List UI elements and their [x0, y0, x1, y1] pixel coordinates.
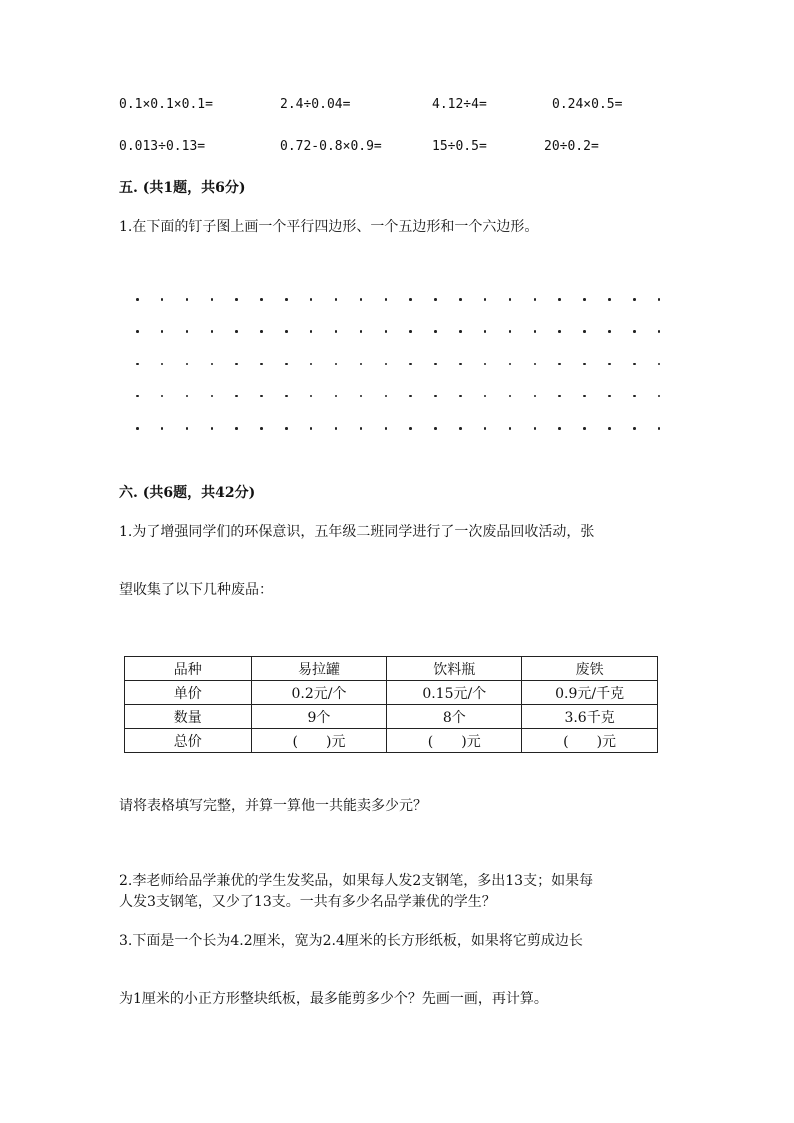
- nail-dot: [186, 298, 189, 301]
- nail-dot: [260, 427, 263, 430]
- nail-dot: [211, 363, 214, 366]
- nail-dot: [310, 395, 313, 398]
- nail-dot: [186, 330, 189, 333]
- section6-q2-line2: 人发3支钢笔，又少了13支。一共有多少名品学兼优的学生？: [119, 894, 496, 910]
- nail-dot: [509, 427, 512, 430]
- nail-dot: [136, 330, 139, 333]
- nail-dot: [335, 298, 338, 301]
- nail-dot: [509, 363, 512, 366]
- section6-q1-line1: 1.为了增强同学们的环保意识，五年级二班同学进行了一次废品回收活动，张: [119, 524, 595, 540]
- nail-dot: [285, 395, 288, 398]
- nail-dot: [534, 395, 537, 398]
- nail-dot: [136, 427, 139, 430]
- nail-dot: [161, 427, 164, 430]
- nail-dot: [136, 395, 139, 398]
- nail-dot: [285, 330, 288, 333]
- nail-dot: [360, 395, 363, 398]
- nail-dot: [310, 363, 313, 366]
- nail-dot: [558, 395, 561, 398]
- nail-dot: [434, 298, 437, 301]
- table-cell: ( )元: [251, 729, 387, 753]
- nail-dot: [534, 298, 537, 301]
- nail-dot: [335, 427, 338, 430]
- nail-dot: [335, 395, 338, 398]
- nail-dot: [211, 395, 214, 398]
- nail-dot: [409, 427, 412, 430]
- nail-dot: [235, 363, 238, 366]
- nail-dot: [534, 363, 537, 366]
- nail-dot: [409, 363, 412, 366]
- nail-dot: [658, 298, 661, 301]
- nail-dot: [633, 298, 636, 301]
- nail-dot: [484, 330, 487, 333]
- nail-dot: [360, 427, 363, 430]
- nail-dot: [558, 427, 561, 430]
- nail-dot: [360, 298, 363, 301]
- nail-dot: [658, 395, 661, 398]
- nail-dot: [633, 330, 636, 333]
- table-row: [125, 657, 658, 681]
- nail-dot: [136, 298, 139, 301]
- nail-dot: [484, 298, 487, 301]
- nail-dot: [434, 395, 437, 398]
- nail-dot: [260, 330, 263, 333]
- nail-dot: [434, 330, 437, 333]
- nail-dot: [260, 395, 263, 398]
- nail-dot: [186, 427, 189, 430]
- table-cell: 饮料瓶: [387, 657, 522, 681]
- nail-dot: [534, 427, 537, 430]
- calc-0-3: 0.24×0.5=: [552, 97, 623, 112]
- nail-dot: [608, 330, 611, 333]
- nail-dot: [558, 330, 561, 333]
- table-cell: 废铁: [522, 657, 658, 681]
- section5-question-1: 1.在下面的钉子图上画一个平行四边形、一个五边形和一个六边形。: [119, 219, 539, 235]
- calc-0-0: 0.1×0.1×0.1=: [119, 97, 213, 112]
- nail-dot: [658, 363, 661, 366]
- nail-dot: [285, 363, 288, 366]
- nail-dot: [409, 395, 412, 398]
- table-cell: 0.9元/千克: [522, 681, 658, 705]
- nail-dot: [608, 427, 611, 430]
- table-row: [125, 729, 658, 753]
- nail-dot: [608, 363, 611, 366]
- nail-dot: [534, 330, 537, 333]
- nail-dot: [211, 298, 214, 301]
- row-header-cell: 单价: [125, 681, 252, 705]
- calc-0-1: 2.4÷0.04=: [280, 97, 351, 112]
- nail-dot: [186, 395, 189, 398]
- nail-dot: [459, 330, 462, 333]
- row-header-cell: 数量: [125, 705, 252, 729]
- nail-dot: [235, 427, 238, 430]
- calc-1-0: 0.013÷0.13=: [119, 139, 206, 154]
- nail-dot: [235, 395, 238, 398]
- section5-heading: 五. (共1题，共6分): [119, 180, 246, 196]
- section6-q3-line2: 为1厘米的小正方形整块纸板，最多能剪多少个？先画一画，再计算。: [119, 991, 548, 1007]
- nail-dot: [385, 330, 388, 333]
- calc-1-3: 20÷0.2=: [544, 139, 599, 154]
- nail-dot: [583, 427, 586, 430]
- row-header-cell: 总价: [125, 729, 252, 753]
- nail-dot: [459, 395, 462, 398]
- table-cell: 0.15元/个: [387, 681, 522, 705]
- nail-dot: [285, 427, 288, 430]
- nail-dot: [310, 427, 313, 430]
- nail-dot: [558, 363, 561, 366]
- row-header-cell: 品种: [125, 657, 252, 681]
- nail-dot: [409, 298, 412, 301]
- nail-dot: [235, 330, 238, 333]
- nail-dot: [186, 363, 189, 366]
- nail-dot: [385, 298, 388, 301]
- nail-dot: [211, 427, 214, 430]
- nail-dot: [558, 298, 561, 301]
- waste-recycling-table: [124, 656, 658, 753]
- nail-dot: [260, 298, 263, 301]
- nail-dot: [484, 363, 487, 366]
- nail-dot: [583, 395, 586, 398]
- nail-dot: [658, 330, 661, 333]
- nail-dot: [583, 330, 586, 333]
- nail-dot: [459, 298, 462, 301]
- section6-q2-line1: 2.李老师给品学兼优的学生发奖品，如果每人发2支钢笔，多出13支；如果每: [119, 873, 594, 889]
- nail-dot: [484, 427, 487, 430]
- nail-dot: [161, 395, 164, 398]
- nail-dot: [434, 363, 437, 366]
- nail-dot: [335, 363, 338, 366]
- nail-dot: [633, 395, 636, 398]
- nail-dot: [310, 330, 313, 333]
- nail-dot: [335, 330, 338, 333]
- nail-dot: [459, 363, 462, 366]
- nail-dot: [136, 363, 139, 366]
- table-cell: 0.2元/个: [251, 681, 387, 705]
- nail-dot: [360, 363, 363, 366]
- nail-dot: [385, 363, 388, 366]
- nail-dot: [509, 298, 512, 301]
- nail-dot: [583, 363, 586, 366]
- nail-dot: [211, 330, 214, 333]
- nail-dot: [161, 330, 164, 333]
- nail-dot: [509, 395, 512, 398]
- nail-dot: [360, 330, 363, 333]
- nail-dot: [658, 427, 661, 430]
- nail-dot: [161, 298, 164, 301]
- table-cell: 8个: [387, 705, 522, 729]
- nail-dot: [608, 298, 611, 301]
- nail-dot: [459, 427, 462, 430]
- nail-dot: [509, 330, 512, 333]
- nail-dot: [385, 427, 388, 430]
- nail-dot: [260, 363, 263, 366]
- section6-q1-line2: 望收集了以下几种废品：: [119, 582, 273, 598]
- nail-dot: [583, 298, 586, 301]
- table-cell: 易拉罐: [251, 657, 387, 681]
- section6-q3-line1: 3.下面是一个长为4.2厘米，宽为2.4厘米的长方形纸板，如果将它剪成边长: [119, 933, 583, 949]
- nail-dot: [310, 298, 313, 301]
- nail-dot: [161, 363, 164, 366]
- nail-dot: [235, 298, 238, 301]
- table-row: [125, 681, 658, 705]
- nail-dot: [484, 395, 487, 398]
- nail-dot: [434, 427, 437, 430]
- nail-dot: [633, 427, 636, 430]
- table-cell: 9个: [251, 705, 387, 729]
- nail-dot: [608, 395, 611, 398]
- calc-1-1: 0.72-0.8×0.9=: [280, 139, 382, 154]
- nail-dot: [385, 395, 388, 398]
- calc-1-2: 15÷0.5=: [432, 139, 487, 154]
- nail-dot: [633, 363, 636, 366]
- section6-heading: 六. (共6题，共42分): [119, 485, 256, 501]
- table-row: [125, 705, 658, 729]
- nail-dot: [409, 330, 412, 333]
- table-cell: ( )元: [387, 729, 522, 753]
- table-cell: 3.6千克: [522, 705, 658, 729]
- table-cell: ( )元: [522, 729, 658, 753]
- nail-dot: [285, 298, 288, 301]
- calc-0-2: 4.12÷4=: [432, 97, 487, 112]
- section6-q1-followup: 请将表格填写完整，并算一算他一共能卖多少元？: [119, 798, 427, 814]
